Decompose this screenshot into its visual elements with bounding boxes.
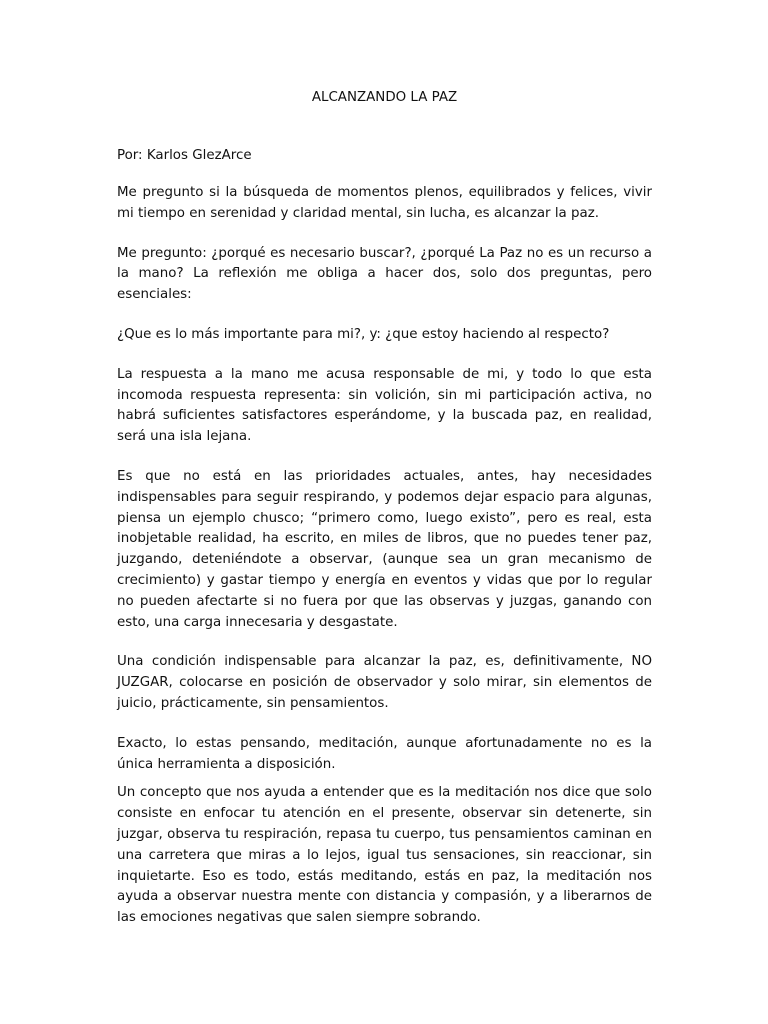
- paragraph-6: Una condición indispensable para alcanzar la paz, es, definitivamente, NO JUZGAR, colocarse en posición de observador y solo mirar, sin elementos de juicio, prácticamente, sin pensamientos.: [117, 654, 652, 711]
- paragraph-7: Exacto, lo estas pensando, meditación, aunque afortunadamente no es la única herramienta a disposición.: [117, 735, 652, 772]
- paragraph-8: Un concepto que nos ayuda a entender que es la meditación nos dice que solo consiste en enfocar tu atención en el presente, observar sin detenerte, sin juzgar, observa tu respiración, repasa tu cuerpo, tus pensamientos caminan en una carretera que miras a lo lejos, igual tus sensaciones, sin reaccionar, sin inquietarte. Eso es todo, estás meditando, estás en paz, la meditación nos ayuda a observar nuestra mente con distancia y compasión, y a liberarnos de las emociones negativas que salen siempre sobrando.: [117, 785, 652, 926]
- paragraph-5: Es que no está en las prioridades actuales, antes, hay necesidades indispensables para seguir respirando, y podemos dejar espacio para algunas, piensa un ejemplo chusco; “primero como, luego existo”, pero es real, esta inobjetable realidad, ha escrito, en miles de libros, que no puedes tener paz, juzgando, deteniéndote a observar, (aunque sea un gran mecanismo de crecimiento) y gastar tiempo y energía en eventos y vidas que por lo regular no pueden afectarte si no fuera por que las observas y juzgas, ganando con esto, una carga innecesaria y desgastate.: [117, 468, 652, 630]
- paragraph-2: Me pregunto: ¿porqué es necesario buscar?, ¿porqué La Paz no es un recurso a la mano? La reflexión me obliga a hacer dos, solo dos preguntas, pero esenciales:: [117, 245, 652, 303]
- paragraph-1: Me pregunto si la búsqueda de momentos plenos, equilibrados y felices, vivir mi tiempo en serenidad y claridad mental, sin lucha, es alcanzar la paz.: [117, 185, 652, 221]
- paragraph-4: La respuesta a la mano me acusa responsable de mi, y todo lo que esta incomoda respuesta representa: sin volición, sin mi participación activa, no habrá suficientes satisfactores esperándome, y la buscada paz, en realidad, será una isla lejana.: [117, 366, 652, 445]
- document-title: ALCANZANDO LA PAZ: [311, 90, 458, 105]
- document-byline: Por: Karlos GlezArce: [117, 148, 252, 163]
- document-page: [117, 88, 652, 948]
- paragraph-3: ¿Que es lo más importante para mi?, y: ¿que estoy haciendo al respecto?: [117, 326, 610, 342]
